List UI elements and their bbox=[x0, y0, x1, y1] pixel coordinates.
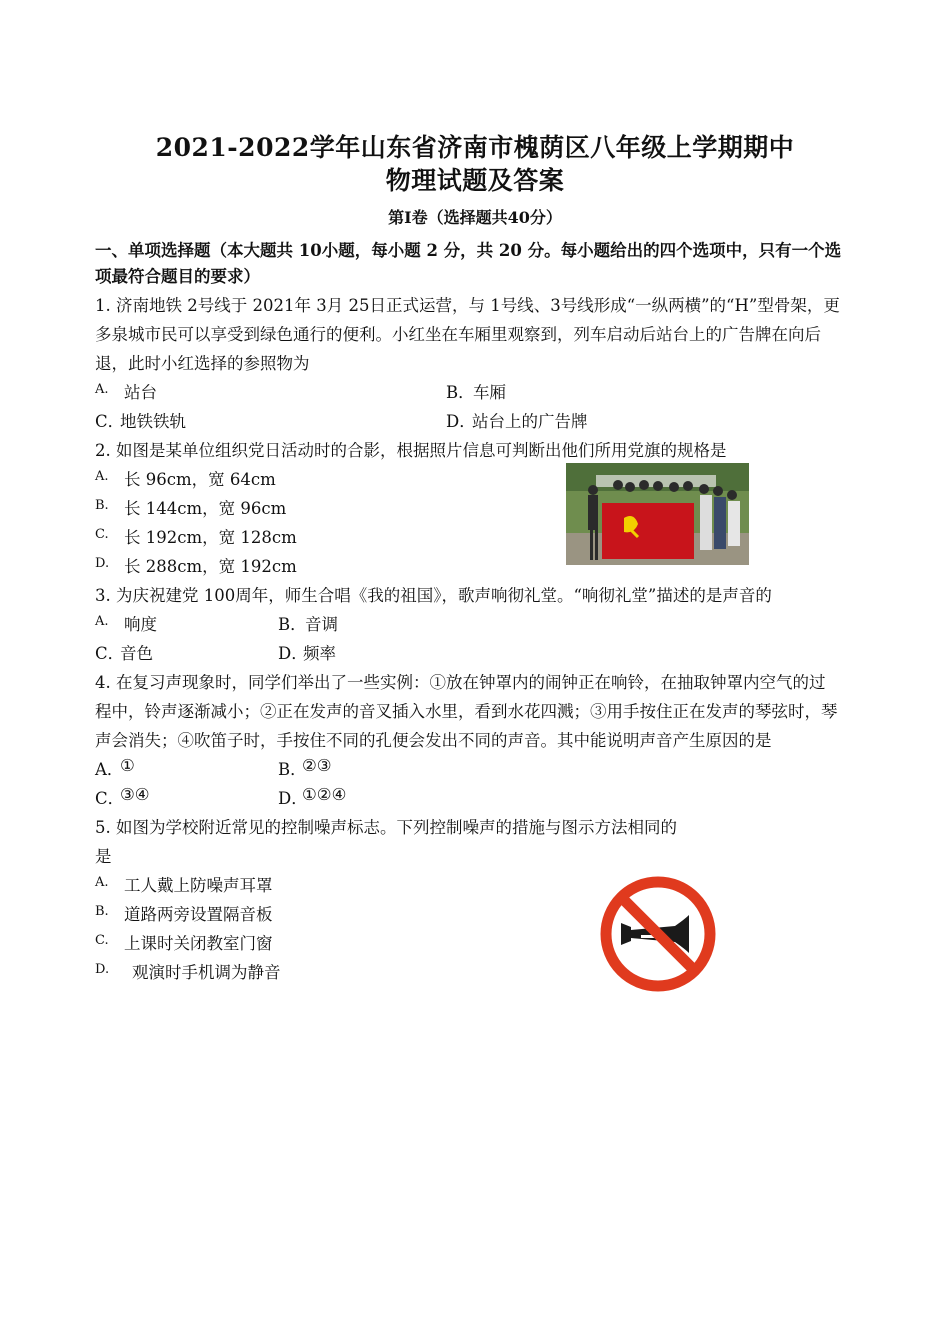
option-label: A. bbox=[95, 469, 109, 484]
q5-option-d: 观演时手机调为静音 bbox=[132, 963, 281, 982]
party-flag-photo bbox=[566, 463, 749, 565]
page-title: 2021-2022学年山东省济南市槐荫区八年级上学期期中 bbox=[155, 133, 795, 162]
q2-option-a: 长 96cm，宽 64cm bbox=[124, 470, 276, 489]
option-label: C. bbox=[95, 527, 109, 542]
option-label: C． bbox=[95, 644, 125, 663]
q4-option-d: ①②④ bbox=[302, 785, 347, 804]
party-flag bbox=[602, 503, 694, 559]
option-label: D. bbox=[95, 556, 110, 571]
option-label: D. bbox=[95, 962, 110, 977]
q1-option-c: 地铁铁轨 bbox=[120, 412, 186, 431]
no-honking-sign bbox=[597, 871, 719, 997]
option-label: A． bbox=[95, 760, 124, 779]
q2-option-d: 长 288cm，宽 192cm bbox=[124, 557, 297, 576]
option-label: C． bbox=[95, 789, 125, 808]
question-3-line1: 3. 为庆祝建党 100周年，师生合唱《我的祖国》，歌声响彻礼堂。“响彻礼堂”描述的是声音的 bbox=[95, 586, 772, 605]
page-title-line2: 物理试题及答案 bbox=[385, 166, 565, 195]
q3-option-a: 响度 bbox=[124, 615, 157, 634]
option-label: B． bbox=[278, 760, 307, 779]
q4-option-a: ① bbox=[120, 756, 135, 775]
q1-option-d: 站台上的广告牌 bbox=[472, 412, 588, 431]
option-label: D． bbox=[278, 789, 308, 808]
q2-option-c: 长 192cm，宽 128cm bbox=[124, 528, 297, 547]
section-heading: 第Ⅰ卷（选择题共40分） bbox=[388, 208, 562, 227]
q1-option-a: 站台 bbox=[124, 383, 157, 402]
option-label: B． bbox=[278, 615, 307, 634]
q1-option-b: 车厢 bbox=[473, 383, 506, 402]
question-1-line2: 多泉城市民可以享受到绿色通行的便利。小红坐在车厢里观察到，列车启动后站台上的广告牌在向后 bbox=[95, 325, 821, 344]
option-label: A. bbox=[95, 382, 109, 397]
question-4-line1: 4. 在复习声现象时，同学们举出了一些实例：①放在钟罩内的闹钟正在响铃，在抽取钟罩内空气的过 bbox=[95, 673, 826, 692]
option-label: B. bbox=[95, 498, 109, 513]
q3-option-b: 音调 bbox=[305, 615, 338, 634]
q4-option-b: ②③ bbox=[302, 756, 332, 775]
question-5-line1: 5. 如图为学校附近常见的控制噪声标志。下列控制噪声的措施与图示方法相同的 bbox=[95, 818, 677, 837]
option-label: D． bbox=[446, 412, 476, 431]
q4-option-c: ③④ bbox=[120, 785, 150, 804]
q5-option-a: 工人戴上防噪声耳罩 bbox=[124, 876, 273, 895]
option-label: A. bbox=[95, 614, 109, 629]
option-label: B． bbox=[446, 383, 475, 402]
q3-option-c: 音色 bbox=[120, 644, 153, 663]
part-heading: 一、单项选择题（本大题共 10小题，每小题 2 分，共 20 分。每小题给出的四个选项中，只有一个选 bbox=[95, 241, 842, 260]
option-label: C． bbox=[95, 412, 125, 431]
question-1-line3: 退，此时小红选择的参照物为 bbox=[95, 354, 310, 373]
option-label: C. bbox=[95, 933, 109, 948]
q3-option-d: 频率 bbox=[303, 644, 336, 663]
option-label: A. bbox=[95, 875, 109, 890]
option-label: B. bbox=[95, 904, 109, 919]
part-heading-line2: 项最符合题目的要求） bbox=[95, 267, 260, 286]
question-1-line1: 1. 济南地铁 2号线于 2021年 3月 25日正式运营，与 1号线、3号线形成“一纵两横”的“H”型骨架，更 bbox=[95, 296, 840, 315]
question-2-line1: 2. 如图是某单位组织党日活动时的合影，根据照片信息可判断出他们所用党旗的规格是 bbox=[95, 441, 727, 460]
q5-option-b: 道路两旁设置隔音板 bbox=[124, 905, 273, 924]
question-4-line2: 程中，铃声逐渐减小；②正在发声的音叉插入水里，看到水花四溅；③用手按住正在发声的琴弦时，琴 bbox=[95, 702, 838, 721]
question-4-line3: 声会消失；④吹笛子时，手按住不同的孔便会发出不同的声音。其中能说明声音产生原因的是 bbox=[95, 731, 772, 750]
option-label: D． bbox=[278, 644, 308, 663]
q5-option-c: 上课时关闭教室门窗 bbox=[124, 934, 273, 953]
q2-option-b: 长 144cm，宽 96cm bbox=[124, 499, 287, 518]
question-5-line2: 是 bbox=[95, 847, 112, 866]
